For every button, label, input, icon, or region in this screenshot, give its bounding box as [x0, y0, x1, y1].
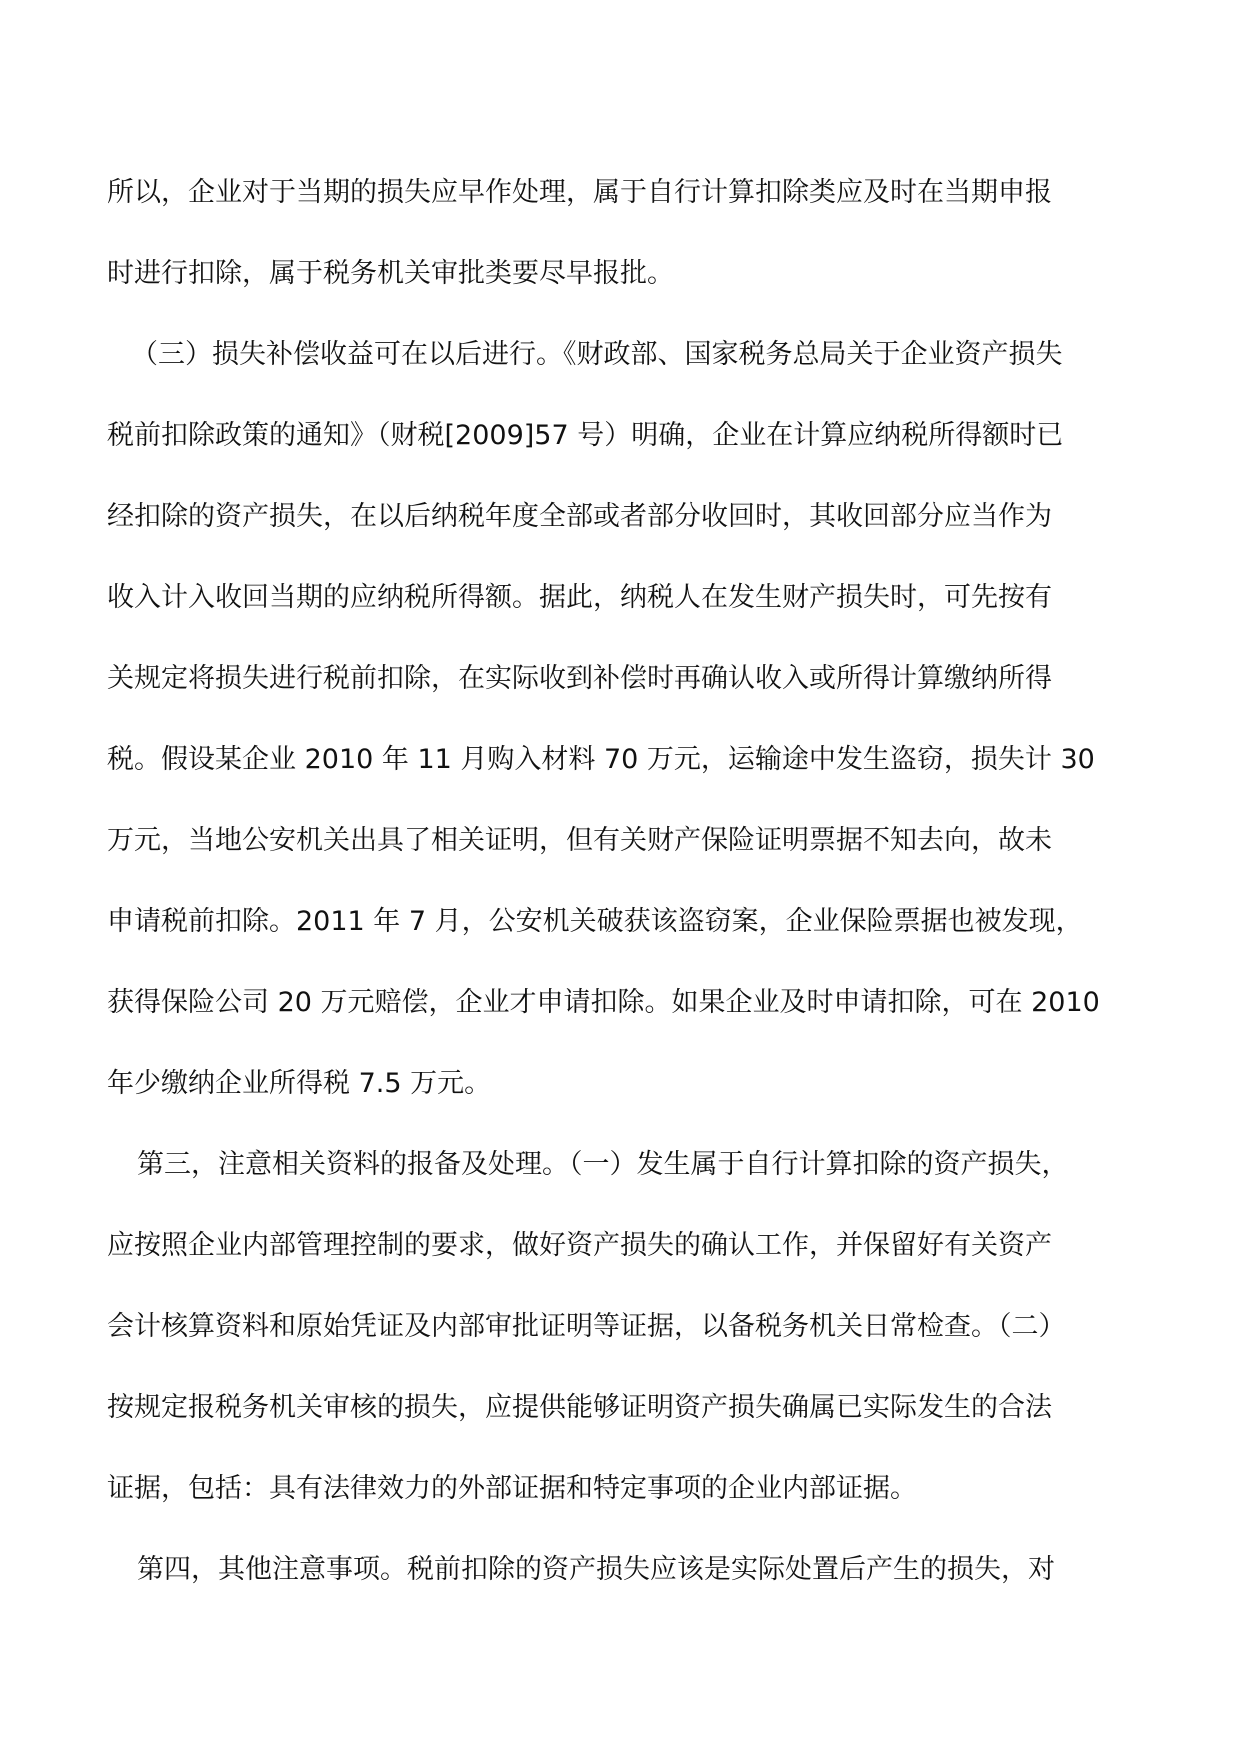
text-line-18: 第四，其他注意事项。税前扣除的资产损失应该是实际处置后产生的损失，对 [137, 1554, 1055, 1585]
text-line-17: 证据，包括：具有法律效力的外部证据和特定事项的企业内部证据。 [107, 1473, 917, 1504]
text-line-6: 收入计入收回当期的应纳税所得额。据此，纳税人在发生财产损失时，可先按有 [107, 582, 1052, 613]
text-line-1: 所以，企业对于当期的损失应早作处理，属于自行计算扣除类应及时在当期申报 [107, 177, 1052, 208]
text-line-7: 关规定将损失进行税前扣除，在实际收到补偿时再确认收入或所得计算缴纳所得 [107, 663, 1052, 694]
text-line-13: 第三，注意相关资料的报备及处理。（一）发生属于自行计算扣除的资产损失， [137, 1149, 1069, 1180]
text-line-9: 万元，当地公安机关出具了相关证明，但有关财产保险证明票据不知去向，故未 [107, 825, 1052, 856]
text-line-14: 应按照企业内部管理控制的要求，做好资产损失的确认工作，并保留好有关资产 [107, 1230, 1052, 1261]
text-line-4: 税前扣除政策的通知》（财税[2009]57 号）明确，企业在计算应纳税所得额时已 [107, 420, 1064, 451]
text-line-5: 经扣除的资产损失，在以后纳税年度全部或者部分收回时，其收回部分应当作为 [107, 501, 1052, 532]
text-line-8: 税。假设某企业 2010 年 11 月购入材料 70 万元，运输途中发生盗窃，损失计 30 [107, 744, 1095, 775]
body-text [107, 152, 1137, 1610]
text-line-15: 会计核算资料和原始凭证及内部审批证明等证据，以备税务机关日常检查。（二） [107, 1311, 1066, 1342]
text-line-11: 获得保险公司 20 万元赔偿，企业才申请扣除。如果企业及时申请扣除，可在 2010 [107, 987, 1100, 1018]
text-line-12: 年少缴纳企业所得税 7.5 万元。 [107, 1068, 492, 1099]
text-line-2: 时进行扣除，属于税务机关审批类要尽早报批。 [107, 258, 674, 289]
text-line-10: 申请税前扣除。2011 年 7 月，公安机关破获该盗窃案，企业保险票据也被发现， [107, 906, 1083, 937]
text-line-3: （三）损失补偿收益可在以后进行。《财政部、国家税务总局关于企业资产损失 [131, 339, 1063, 370]
text-line-16: 按规定报税务机关审核的损失，应提供能够证明资产损失确属已实际发生的合法 [107, 1392, 1052, 1423]
